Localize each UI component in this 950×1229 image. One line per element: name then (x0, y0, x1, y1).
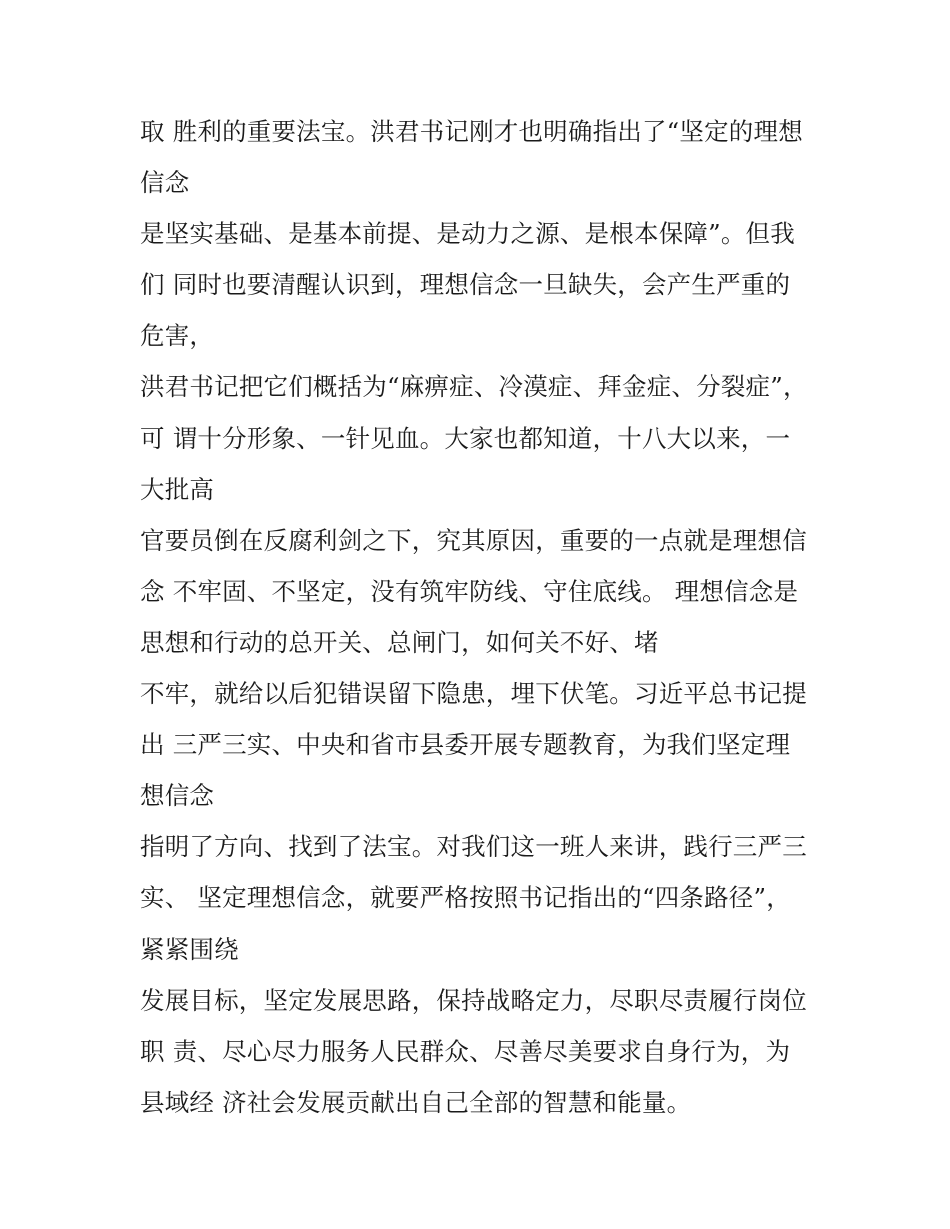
text-line: 洪君书记把它们概括为“麻痹症、冷漠症、拜金症、分裂症”， (140, 372, 808, 402)
text-line: 是坚实基础、是基本前提、是动力之源、是根本保障”。但我 (140, 219, 795, 249)
body-text (140, 106, 830, 1128)
text-line: 实、 坚定理想信念，就要严格按照书记指出的“四条路径”， (140, 883, 791, 913)
text-line: 出 三严三实、中央和省市县委开展专题教育，为我们坚定理 (140, 730, 791, 760)
text-line: 们 同时也要清醒认识到，理想信念一旦缺失，会产生严重的 (140, 270, 791, 300)
text-line: 思想和行动的总开关、总闸门，如何关不好、堵 (140, 627, 659, 657)
text-line: 可 谓十分形象、一针见血。大家也都知道，十八大以来，一 (140, 423, 791, 453)
text-line: 大批高 (140, 474, 215, 504)
text-line: 指明了方向、找到了法宝。对我们这一班人来讲，践行三严三 (140, 832, 807, 862)
text-line: 不牢，就给以后犯错误留下隐患，埋下伏笔。习近平总书记提 (140, 679, 807, 709)
text-line: 想信念 (140, 781, 215, 811)
text-line: 职 责、尽心尽力服务人民群众、尽善尽美要求自身行为，为 (140, 1036, 791, 1066)
text-line: 危害， (140, 321, 215, 351)
text-line: 信念 (140, 168, 190, 198)
text-line: 念 不牢固、不坚定，没有筑牢防线、守住底线。 理想信念是 (140, 576, 799, 606)
text-line: 县域经 济社会发展贡献出自己全部的智慧和能量。 (140, 1087, 692, 1117)
text-line: 发展目标，坚定发展思路，保持战略定力，尽职尽责履行岗位 (140, 985, 807, 1015)
text-line: 官要员倒在反腐利剑之下，究其原因，重要的一点就是理想信 (140, 525, 807, 555)
text-line: 紧紧围绕 (140, 934, 239, 964)
text-line: 取 胜利的重要法宝。洪君书记刚才也明确指出了“坚定的理想 (140, 117, 803, 146)
